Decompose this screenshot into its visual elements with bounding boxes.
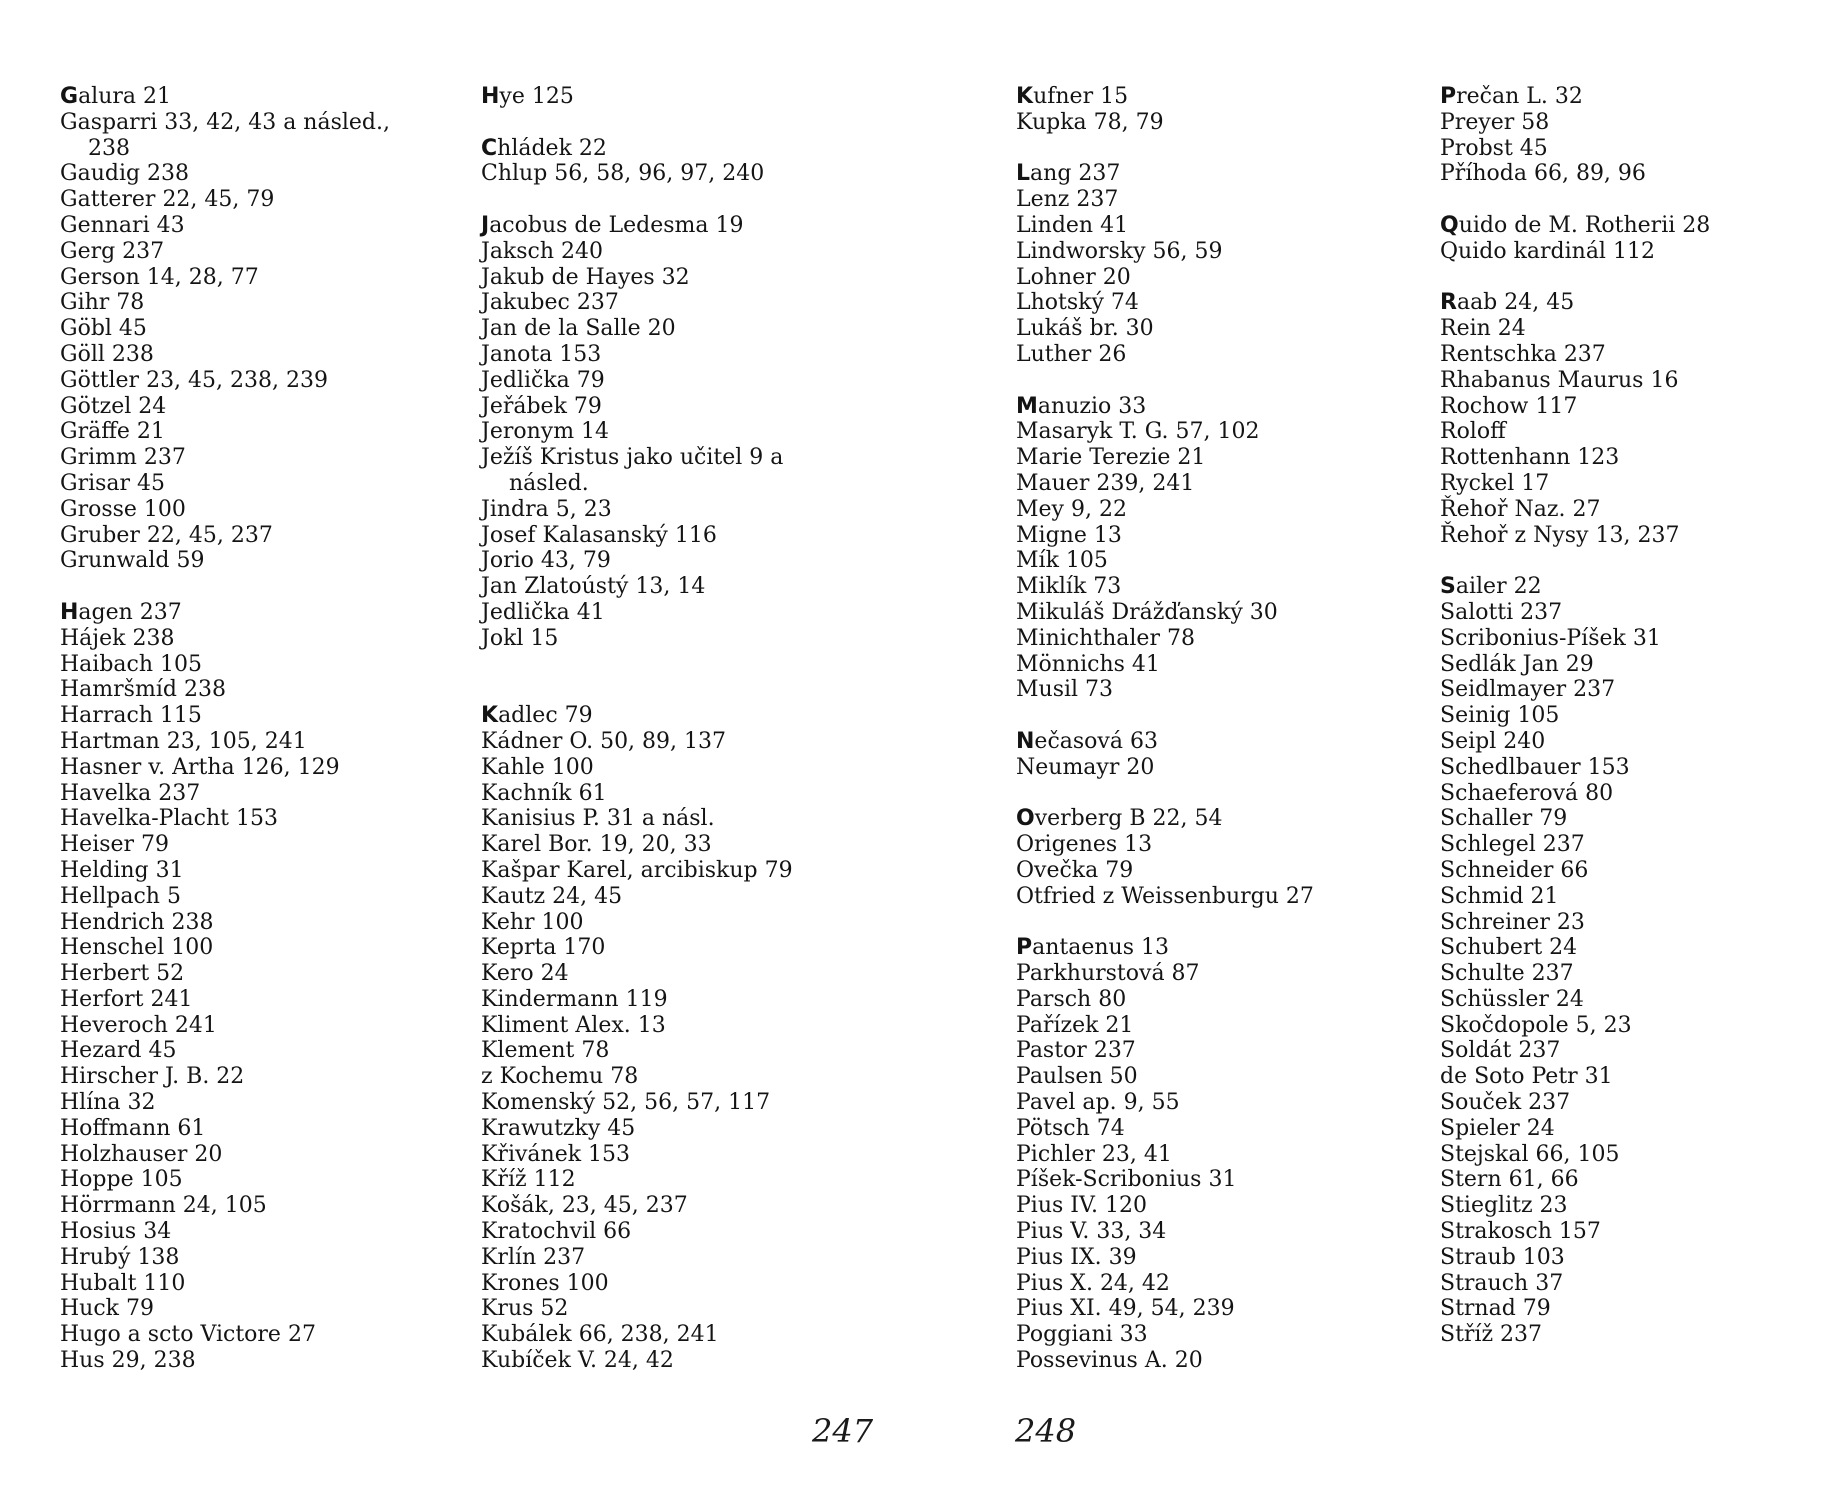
section-initial-letter: Q (1440, 212, 1459, 238)
index-entry: Jakub de Hayes 32 (481, 264, 690, 290)
index-entry: Seinig 105 (1440, 703, 1560, 729)
section-gap (481, 652, 793, 678)
index-entry: Pötsch 74 (1016, 1115, 1125, 1141)
index-entry: Mauer 239, 241 (1016, 470, 1195, 496)
index-entry: Henschel 100 (60, 935, 214, 961)
index-entry: Miklík 73 (1016, 574, 1122, 600)
section-gap (1016, 703, 1314, 729)
index-entry: Řehoř z Nysy 13, 237 (1440, 522, 1680, 548)
index-entry: Parsch 80 (1016, 986, 1127, 1012)
section-initial-letter: J (481, 212, 490, 238)
index-entry: Krlín 237 (481, 1244, 586, 1270)
index-entry: Göbl 45 (60, 316, 147, 342)
index-entry: Gruber 22, 45, 237 (60, 522, 273, 548)
index-column-1 (60, 84, 390, 1374)
index-entry: Poggiani 33 (1016, 1322, 1148, 1348)
index-entry: Hus 29, 238 (60, 1348, 196, 1374)
index-entry-section-start: Manuzio 33 (1016, 393, 1147, 419)
index-entry: Scribonius-Píšek 31 (1440, 625, 1661, 651)
index-entry-section-start: Hagen 237 (60, 599, 182, 625)
index-entry: Soldát 237 (1440, 1038, 1561, 1064)
index-entry: Strauch 37 (1440, 1270, 1564, 1296)
index-entry: Schulte 237 (1440, 961, 1574, 987)
index-entry: Herbert 52 (60, 961, 185, 987)
index-entry: Parkhurstová 87 (1016, 961, 1200, 987)
index-entry: Píšek-Scribonius 31 (1016, 1167, 1237, 1193)
section-gap (1440, 548, 1710, 574)
index-entry: Jorio 43, 79 (481, 548, 611, 574)
index-entry: Skočdopole 5, 23 (1440, 1012, 1632, 1038)
index-entry: Migne 13 (1016, 522, 1122, 548)
index-entry: Lhotský 74 (1016, 290, 1139, 316)
index-entry: Gihr 78 (60, 290, 145, 316)
index-entry: Jaksch 240 (481, 238, 604, 264)
index-entry: Schaeferová 80 (1440, 780, 1614, 806)
index-entry: Karel Bor. 19, 20, 33 (481, 832, 712, 858)
index-entry: Mönnichs 41 (1016, 651, 1160, 677)
index-entry: Mík 105 (1016, 548, 1108, 574)
index-entry: Schubert 24 (1440, 935, 1578, 961)
index-entry: Kašpar Karel, arcibiskup 79 (481, 857, 793, 883)
index-entry: Minichthaler 78 (1016, 625, 1195, 651)
index-entry-section-start: Kufner 15 (1016, 84, 1129, 109)
index-entry: Hubalt 110 (60, 1270, 186, 1296)
index-entry: Jokl 15 (481, 625, 559, 651)
section-initial-letter: G (60, 84, 79, 109)
index-entry: Kindermann 119 (481, 986, 668, 1012)
index-entry: Grisar 45 (60, 470, 166, 496)
section-initial-letter: K (481, 703, 499, 729)
index-entry: Otfried z Weissenburgu 27 (1016, 883, 1314, 909)
index-entry: Kanisius P. 31 a násl. (481, 806, 715, 832)
index-entry: Ryckel 17 (1440, 470, 1550, 496)
index-entry-section-start: Chládek 22 (481, 135, 607, 161)
index-entry: Mikuláš Drážďanský 30 (1016, 599, 1278, 625)
section-gap (1016, 781, 1314, 807)
section-initial-letter: C (481, 135, 498, 161)
index-entry: Gerson 14, 28, 77 (60, 264, 259, 290)
section-initial-letter: H (60, 599, 79, 625)
index-entry: Hellpach 5 (60, 883, 181, 909)
index-entry: Havelka-Placht 153 (60, 806, 278, 832)
index-entry-section-start: Hye 125 (481, 84, 574, 109)
index-entry: Kachník 61 (481, 780, 607, 806)
index-entry: Pius IX. 39 (1016, 1244, 1137, 1270)
index-entry: Krawutzky 45 (481, 1115, 636, 1141)
index-entry: Stieglitz 23 (1440, 1193, 1568, 1219)
index-entry: Rein 24 (1440, 316, 1526, 342)
index-entry: Hrubý 138 (60, 1244, 180, 1270)
section-initial-letter: M (1016, 393, 1038, 419)
index-entry: Kubálek 66, 238, 241 (481, 1322, 719, 1348)
index-entry: Lenz 237 (1016, 187, 1119, 213)
index-entry: Schneider 66 (1440, 857, 1589, 883)
index-entry: Hosius 34 (60, 1219, 172, 1245)
section-gap (1016, 910, 1314, 936)
index-entry: Jeronym 14 (481, 419, 610, 445)
index-entry: Sedlák Jan 29 (1440, 651, 1594, 677)
index-entry: Rentschka 237 (1440, 341, 1606, 367)
index-entry: Grunwald 59 (60, 548, 205, 574)
index-entry: Jan de la Salle 20 (481, 316, 676, 342)
index-entry-section-start: Raab 24, 45 (1440, 290, 1575, 316)
index-entry: de Soto Petr 31 (1440, 1064, 1613, 1090)
index-entry: Schlegel 237 (1440, 832, 1585, 858)
index-entry: Kříž 112 (481, 1167, 576, 1193)
index-entry: Schüssler 24 (1440, 986, 1584, 1012)
index-entry-section-start: Overberg B 22, 54 (1016, 806, 1223, 832)
index-entry: Preyer 58 (1440, 109, 1550, 135)
index-entry: Kliment Alex. 13 (481, 1012, 666, 1038)
section-initial-letter: S (1440, 574, 1456, 600)
index-entry: Hezard 45 (60, 1038, 177, 1064)
index-entry: Stejskal 66, 105 (1440, 1141, 1620, 1167)
section-gap (1440, 187, 1710, 213)
index-entry: Gasparri 33, 42, 43 a násled., (60, 109, 390, 135)
index-entry: Paulsen 50 (1016, 1064, 1138, 1090)
index-entry-section-start: Jacobus de Ledesma 19 (481, 212, 744, 238)
index-entry: Kubíček V. 24, 42 (481, 1348, 674, 1374)
index-entry: Krus 52 (481, 1296, 569, 1322)
index-entry: Quido kardinál 112 (1440, 238, 1655, 264)
index-entry: Pius IV. 120 (1016, 1193, 1148, 1219)
index-entry: Straub 103 (1440, 1244, 1565, 1270)
index-entry: Hoppe 105 (60, 1167, 183, 1193)
index-entry: Kero 24 (481, 961, 569, 987)
index-entry-section-start: Prečan L. 32 (1440, 84, 1583, 109)
index-entry-continuation: násled. (509, 470, 589, 496)
index-entry: Stern 61, 66 (1440, 1167, 1579, 1193)
index-entry: Gräffe 21 (60, 419, 165, 445)
index-entry: Jan Zlatoústý 13, 14 (481, 574, 706, 600)
index-entry: Holzhauser 20 (60, 1141, 223, 1167)
index-entry: Pavel ap. 9, 55 (1016, 1090, 1180, 1116)
section-gap (481, 187, 793, 213)
index-entry: Jakubec 237 (481, 290, 619, 316)
index-entry: Salotti 237 (1440, 599, 1563, 625)
index-entry: Jedlička 79 (481, 367, 605, 393)
index-entry: Kádner O. 50, 89, 137 (481, 728, 727, 754)
index-entry: Herfort 241 (60, 986, 193, 1012)
index-entry: Pastor 237 (1016, 1038, 1136, 1064)
index-entry: Klement 78 (481, 1038, 610, 1064)
index-entry: Hamršmíd 238 (60, 677, 226, 703)
index-entry: Lukáš br. 30 (1016, 316, 1154, 342)
index-entry: Rottenhann 123 (1440, 445, 1620, 471)
page-number-right: 248 (1015, 1412, 1077, 1450)
index-entry: Jeřábek 79 (481, 393, 602, 419)
section-initial-letter: R (1440, 290, 1457, 316)
index-entry: Hartman 23, 105, 241 (60, 728, 307, 754)
section-gap (481, 110, 793, 136)
index-entry: Řehoř Naz. 27 (1440, 496, 1601, 522)
index-entry: Příhoda 66, 89, 96 (1440, 161, 1646, 187)
section-gap (1016, 368, 1314, 394)
index-entry: Götzel 24 (60, 393, 167, 419)
index-entry: Pařízek 21 (1016, 1012, 1134, 1038)
index-entry: Kratochvil 66 (481, 1219, 632, 1245)
section-gap (481, 677, 793, 703)
index-entry: Spieler 24 (1440, 1115, 1555, 1141)
index-entry: z Kochemu 78 (481, 1064, 639, 1090)
index-entry: Lohner 20 (1016, 264, 1131, 290)
index-entry: Gennari 43 (60, 212, 185, 238)
section-initial-letter: P (1440, 84, 1457, 109)
index-entry: Rochow 117 (1440, 393, 1578, 419)
index-entry: Possevinus A. 20 (1016, 1348, 1203, 1374)
index-entry: Lindworsky 56, 59 (1016, 238, 1223, 264)
index-entry-section-start: Galura 21 (60, 84, 172, 109)
index-entry: Musil 73 (1016, 677, 1114, 703)
index-entry: Křivánek 153 (481, 1141, 631, 1167)
index-entry: Heiser 79 (60, 832, 170, 858)
index-entry: Kehr 100 (481, 909, 584, 935)
index-entry: Krones 100 (481, 1270, 609, 1296)
index-entry: Strakosch 157 (1440, 1219, 1601, 1245)
index-entry: Chlup 56, 58, 96, 97, 240 (481, 161, 765, 187)
index-entry: Souček 237 (1440, 1090, 1571, 1116)
index-entry: Huck 79 (60, 1296, 154, 1322)
index-entry: Grimm 237 (60, 445, 186, 471)
index-entry: Pichler 23, 41 (1016, 1141, 1172, 1167)
section-initial-letter: L (1016, 161, 1031, 187)
index-entry: Schreiner 23 (1440, 909, 1585, 935)
index-entry-section-start: Sailer 22 (1440, 574, 1542, 600)
index-entry: Schmid 21 (1440, 883, 1559, 909)
section-gap (1440, 265, 1710, 291)
page-number-left: 247 (812, 1412, 874, 1450)
section-initial-letter: K (1016, 84, 1034, 109)
index-entry: Haibach 105 (60, 651, 203, 677)
index-entry: Hlína 32 (60, 1090, 156, 1116)
index-entry: Göll 238 (60, 341, 154, 367)
index-entry-continuation: 238 (88, 135, 130, 161)
index-entry: Gatterer 22, 45, 79 (60, 187, 275, 213)
index-entry-section-start: Lang 237 (1016, 161, 1121, 187)
index-entry: Neumayr 20 (1016, 754, 1155, 780)
index-entry: Luther 26 (1016, 341, 1127, 367)
index-entry: Ježíš Kristus jako učitel 9 a (481, 445, 784, 471)
index-entry: Roloff (1440, 419, 1506, 445)
index-entry: Göttler 23, 45, 238, 239 (60, 367, 328, 393)
index-entry: Jedlička 41 (481, 599, 605, 625)
index-entry: Jindra 5, 23 (481, 496, 612, 522)
index-entry: Hirscher J. B. 22 (60, 1064, 245, 1090)
index-entry: Masaryk T. G. 57, 102 (1016, 419, 1260, 445)
index-entry: Helding 31 (60, 857, 184, 883)
index-entry: Hoffmann 61 (60, 1115, 206, 1141)
index-column-2 (481, 84, 793, 1374)
index-entry: Josef Kalasanský 116 (481, 522, 717, 548)
index-entry: Marie Terezie 21 (1016, 445, 1206, 471)
index-entry: Keprta 170 (481, 935, 606, 961)
index-entry-section-start: Nečasová 63 (1016, 728, 1158, 754)
index-entry: Grosse 100 (60, 496, 186, 522)
index-entry: Mey 9, 22 (1016, 496, 1127, 522)
index-entry: Hugo a scto Victore 27 (60, 1322, 316, 1348)
index-entry: Pius V. 33, 34 (1016, 1219, 1167, 1245)
index-entry: Janota 153 (481, 341, 602, 367)
index-entry: Hörrmann 24, 105 (60, 1193, 267, 1219)
index-entry: Košák, 23, 45, 237 (481, 1193, 688, 1219)
index-column-3 (1016, 84, 1314, 1374)
section-gap (60, 574, 390, 600)
index-entry: Harrach 115 (60, 703, 202, 729)
index-entry-section-start: Pantaenus 13 (1016, 935, 1170, 961)
index-entry: Schaller 79 (1440, 806, 1568, 832)
index-entry-section-start: Kadlec 79 (481, 703, 593, 729)
index-entry: Probst 45 (1440, 135, 1548, 161)
index-entry: Pius X. 24, 42 (1016, 1270, 1170, 1296)
section-initial-letter: O (1016, 806, 1035, 832)
index-entry: Linden 41 (1016, 212, 1129, 238)
index-entry: Kupka 78, 79 (1016, 109, 1164, 135)
index-entry: Hájek 238 (60, 625, 175, 651)
index-entry: Ovečka 79 (1016, 857, 1134, 883)
index-entry: Kautz 24, 45 (481, 883, 623, 909)
section-initial-letter: P (1016, 935, 1033, 961)
index-entry: Hendrich 238 (60, 909, 214, 935)
index-entry: Origenes 13 (1016, 832, 1153, 858)
section-initial-letter: H (481, 84, 500, 109)
index-entry: Stříž 237 (1440, 1322, 1543, 1348)
index-entry: Pius XI. 49, 54, 239 (1016, 1296, 1235, 1322)
index-column-4 (1440, 84, 1710, 1348)
index-entry: Seidlmayer 237 (1440, 677, 1616, 703)
index-entry: Rhabanus Maurus 16 (1440, 367, 1679, 393)
index-entry: Schedlbauer 153 (1440, 754, 1630, 780)
index-entry: Havelka 237 (60, 780, 201, 806)
section-gap (1016, 136, 1314, 162)
index-entry: Heveroch 241 (60, 1012, 217, 1038)
index-entry: Gerg 237 (60, 238, 165, 264)
index-entry: Seipl 240 (1440, 728, 1546, 754)
index-entry: Kahle 100 (481, 754, 594, 780)
index-entry: Gaudig 238 (60, 161, 190, 187)
section-initial-letter: N (1016, 728, 1035, 754)
index-entry: Strnad 79 (1440, 1296, 1551, 1322)
index-entry: Komenský 52, 56, 57, 117 (481, 1090, 771, 1116)
index-entry: Hasner v. Artha 126, 129 (60, 754, 340, 780)
index-entry-section-start: Quido de M. Rotherii 28 (1440, 212, 1711, 238)
